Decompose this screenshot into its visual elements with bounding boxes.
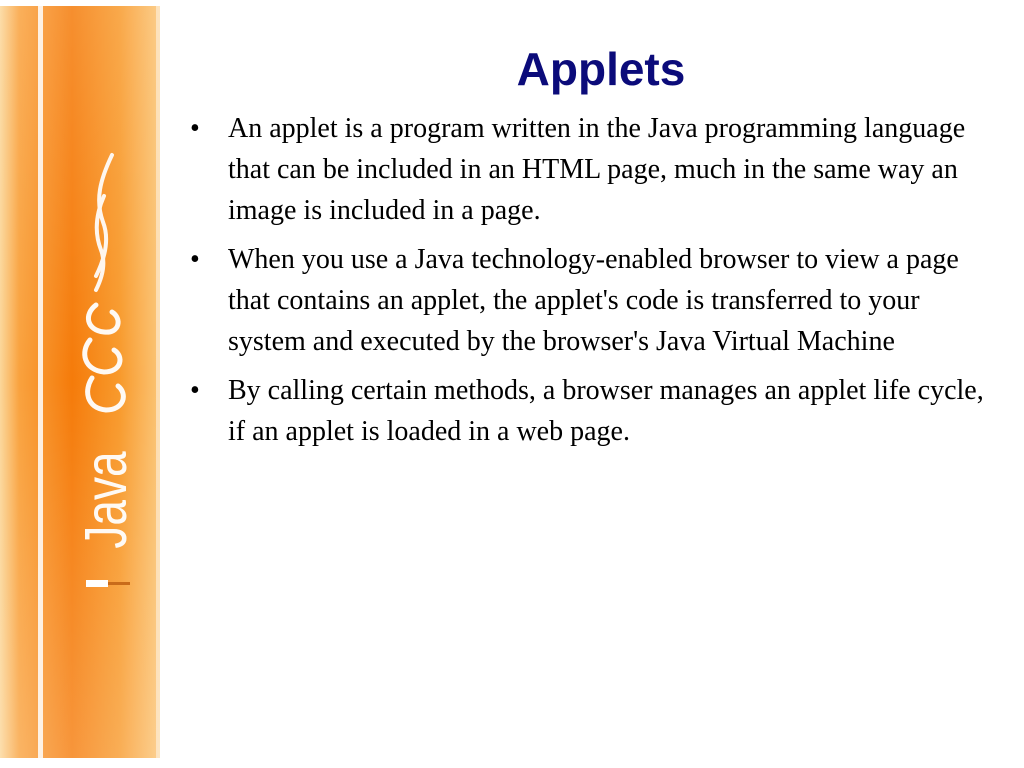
bullet-text: An applet is a program written in the Java programming language that can be included in an HTML page, much in the same way an image is included in a page. xyxy=(228,113,966,226)
bullet-text: When you use a Java technology-enabled browser to view a page that contains an applet, the applet's code is transferred to your system and executed by the browser's Java Virtual Machine xyxy=(228,244,959,357)
bullet-marker-icon: • xyxy=(190,113,200,144)
java-side-band xyxy=(0,0,168,768)
java-underline xyxy=(86,580,108,587)
bullet-item xyxy=(186,108,986,231)
java-logo-text: Java xyxy=(73,451,140,549)
slide-title: Applets xyxy=(516,43,686,95)
bullet-text: By calling certain methods, a browser manages an applet life cycle, if an applet is loaded in a web page. xyxy=(228,375,984,447)
java-band-graphic xyxy=(0,0,168,768)
bullet-item xyxy=(186,239,986,362)
java-underline-line xyxy=(108,582,130,585)
bullet-marker-icon: • xyxy=(190,375,200,406)
bullet-item xyxy=(186,370,986,452)
bullet-list xyxy=(186,108,986,452)
bullet-marker-icon: • xyxy=(190,244,200,275)
slide-content xyxy=(186,36,986,460)
